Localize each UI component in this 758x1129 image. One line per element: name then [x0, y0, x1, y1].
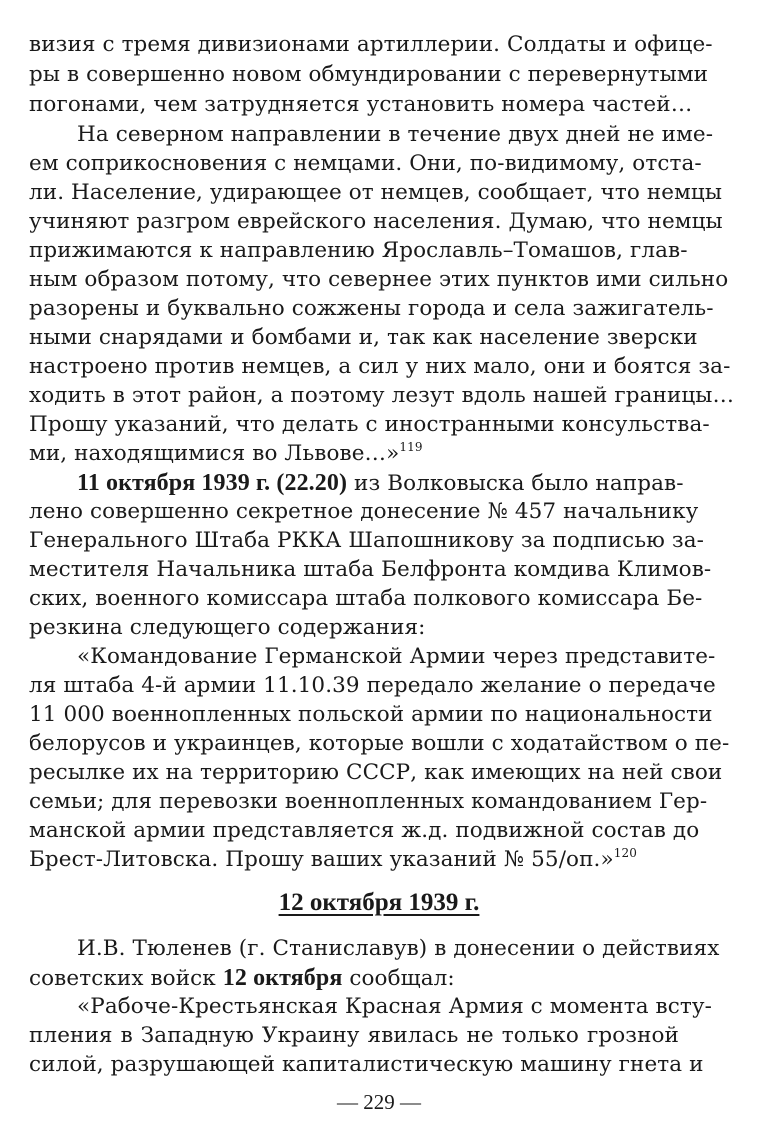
date-bold: 12 октября	[222, 965, 343, 991]
date-bold: 11 октября 1939 г. (22.20)	[77, 470, 348, 496]
text-line: Прошу указаний, что делать с иностранными консульства-	[29, 412, 710, 437]
text-fragment: советских войск	[29, 966, 223, 991]
text-line	[29, 440, 679, 468]
text-line: визия с тремя дивизионами артиллерии. Солдаты и офице-	[29, 32, 713, 57]
text-line: 11 000 военнопленных польской армии по национальности	[29, 702, 713, 727]
page-number: — 229 —	[337, 1090, 421, 1114]
text-line	[77, 469, 684, 497]
text-line: прижимаются к направлению Ярославль–Томашов, глав-	[29, 238, 688, 263]
text-line: ресылке их на территорию СССР, как имеющих на ней свои	[29, 760, 723, 785]
text-line: разорены и буквально сожжены города и села зажигатель-	[29, 296, 714, 321]
text-line: пления в Западную Украину явилась не только грозной	[29, 1023, 679, 1048]
text-line: ными снарядами и бомбами и, так как население зверски	[29, 325, 698, 350]
text-fragment: ми, находящимися во Львове…»	[29, 441, 400, 466]
text-line: резкина следующего содержания:	[29, 615, 426, 640]
text-line: местителя Начальника штаба Белфронта комдива Климов-	[29, 557, 712, 582]
text-line: Генерального Штаба РККА Шапошникову за подписью за-	[29, 528, 704, 553]
text-line: настроено против немцев, а сил у них мало, они и боятся за-	[29, 354, 731, 379]
section-heading-text: 12 октября 1939 г.	[278, 889, 480, 916]
text-line: На северном направлении в течение двух дней не име-	[77, 122, 714, 147]
footnote-ref: 120	[613, 846, 637, 860]
text-line: силой, разрушающей капиталистическую машину гнета и	[29, 1052, 704, 1077]
text-line: лено совершенно секретное донесение № 457 начальнику	[29, 499, 699, 524]
text-line: семьи; для перевозки военнопленных командованием Гер-	[29, 789, 708, 814]
text-line: белорусов и украинцев, которые вошли с ходатайством о пе-	[29, 731, 730, 756]
text-fragment: сообщал:	[342, 966, 455, 991]
text-line: ходить в этот район, а поэтому лезут вдоль нашей границы…	[29, 383, 735, 408]
text-line	[29, 964, 679, 992]
text-line: ным образом потому, что севернее этих пунктов ими сильно	[29, 267, 729, 292]
text-line: ля штаба 4-й армии 11.10.39 передало желание о передаче	[29, 673, 716, 698]
text-line	[29, 846, 679, 874]
text-line: «Рабоче-Крестьянская Красная Армия с момента всту-	[77, 994, 713, 1019]
footnote-ref: 119	[399, 440, 423, 454]
text-line: погонами, чем затрудняется установить номера частей…	[29, 92, 693, 117]
text-line: ем соприкосновения с немцами. Они, по-видимому, отста-	[29, 151, 702, 176]
text-line: учиняют разгром еврейского населения. Думаю, что немцы	[29, 209, 723, 234]
text-line: «Командование Германской Армии через представите-	[77, 644, 716, 669]
text-line: ры в совершенно новом обмундировании с перевернутыми	[29, 62, 709, 87]
text-line: ских, военного комиссара штаба полкового комиссара Бе-	[29, 586, 703, 611]
text-fragment: из Волковыска было направ-	[347, 471, 684, 496]
section-heading	[0, 888, 758, 918]
text-line: ли. Население, удирающее от немцев, сообщает, что немцы	[29, 180, 723, 205]
text-line: манской армии представляется ж.д. подвижной состав до	[29, 818, 700, 843]
text-line: И.В. Тюленев (г. Станиславув) в донесении о действиях	[77, 936, 720, 961]
text-fragment: Брест-Литовска. Прошу ваших указаний № 55/оп.»	[29, 847, 614, 872]
